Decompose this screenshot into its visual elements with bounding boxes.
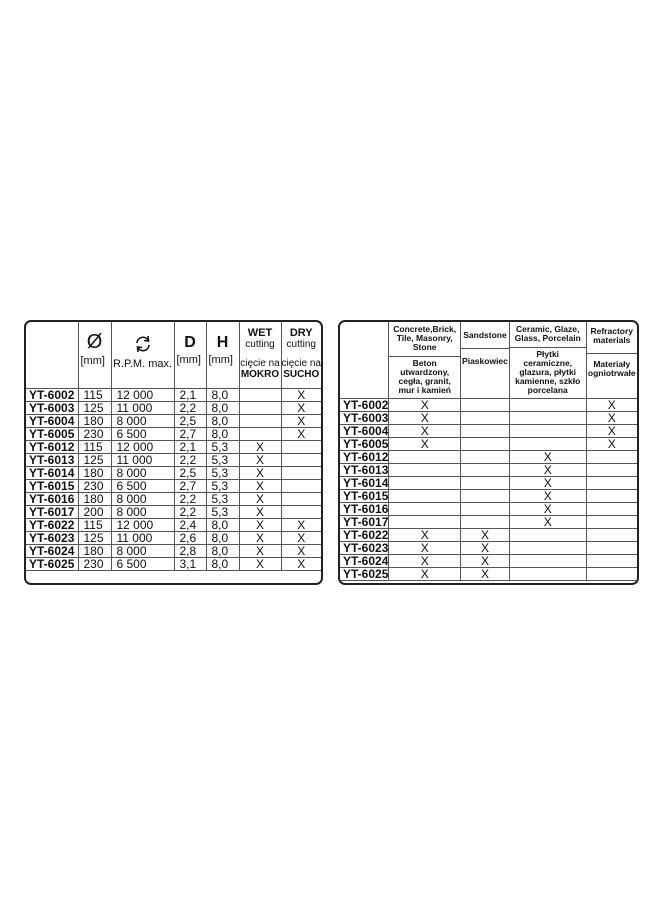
- ceramic-cell: X: [509, 477, 586, 490]
- diameter-cell: 180: [78, 544, 111, 557]
- materials-table: [340, 322, 637, 581]
- dry-cutting-cell: X: [281, 544, 321, 557]
- dry-cutting-cell: [281, 492, 321, 505]
- refractory-cell: [586, 477, 637, 490]
- rpm-cell: 6 500: [111, 479, 174, 492]
- wet-cutting-cell: X: [239, 479, 281, 492]
- sandstone-cell: [461, 464, 510, 477]
- refractory-cell: [586, 542, 637, 555]
- diameter-cell: 115: [78, 440, 111, 453]
- dry-cutting-cell: X: [281, 427, 321, 440]
- h-cell: 5,3: [206, 453, 239, 466]
- diameter-unit: [mm]: [80, 355, 105, 367]
- refractory-cell: X: [586, 412, 637, 425]
- refractory-pl-label: Materiały ogniotrwałe: [587, 359, 636, 378]
- materials-table-panel: [338, 320, 639, 585]
- concrete-cell: X: [389, 529, 461, 542]
- product-code-cell: YT-6014: [340, 477, 389, 490]
- table-row: [340, 542, 637, 555]
- h-cell: 8,0: [206, 531, 239, 544]
- table-row: [26, 544, 321, 557]
- d-cell: 2,2: [174, 492, 206, 505]
- concrete-cell: [389, 464, 461, 477]
- wet-sub: cutting: [245, 339, 275, 350]
- wet-cutting-cell: X: [239, 453, 281, 466]
- wet-cutting-cell: [239, 388, 281, 401]
- wet-cutting-cell: X: [239, 518, 281, 531]
- code-header: [340, 322, 389, 399]
- d-unit: [mm]: [176, 354, 201, 366]
- wet-cutting-cell: X: [239, 505, 281, 518]
- table-row: [340, 516, 637, 529]
- rpm-cell: 8 000: [111, 466, 174, 479]
- dry-cutting-cell: X: [281, 414, 321, 427]
- wet-pl-line2: MOKRO: [240, 369, 280, 380]
- ceramic-cell: [509, 399, 586, 412]
- product-code-cell: YT-6012: [26, 440, 78, 453]
- rpm-cell: 11 000: [111, 401, 174, 414]
- diameter-cell: 125: [78, 453, 111, 466]
- table-row: [26, 557, 321, 570]
- d-cell: 2,1: [174, 440, 206, 453]
- dry-cutting-cell: X: [281, 401, 321, 414]
- ceramic-cell: [509, 568, 586, 581]
- product-code-cell: YT-6005: [340, 438, 389, 451]
- ceramic-cell: [509, 542, 586, 555]
- wet-title: WET: [247, 327, 273, 339]
- product-code-cell: YT-6015: [26, 479, 78, 492]
- wet-header: [239, 322, 281, 388]
- sandstone-en-label: Sandstone: [463, 330, 507, 340]
- ceramic-pl-label: Płytki ceramiczne, glazura, płytki kamienne, szkło porcelana: [515, 349, 581, 395]
- dry-cutting-cell: [281, 466, 321, 479]
- diameter-cell: 180: [78, 492, 111, 505]
- refractory-cell: X: [586, 425, 637, 438]
- rpm-cell: 6 500: [111, 427, 174, 440]
- concrete-header: [389, 322, 461, 399]
- refractory-cell: [586, 464, 637, 477]
- diameter-cell: 115: [78, 388, 111, 401]
- h-cell: 8,0: [206, 388, 239, 401]
- table-row: [340, 529, 637, 542]
- rpm-cell: 11 000: [111, 453, 174, 466]
- d-cell: 2,6: [174, 531, 206, 544]
- ceramic-cell: X: [509, 451, 586, 464]
- d-cell: 2,5: [174, 466, 206, 479]
- dry-cutting-cell: X: [281, 388, 321, 401]
- concrete-cell: X: [389, 412, 461, 425]
- wet-cutting-cell: [239, 414, 281, 427]
- diameter-cell: 180: [78, 414, 111, 427]
- rpm-header: [111, 322, 174, 388]
- refractory-cell: [586, 529, 637, 542]
- sandstone-cell: [461, 477, 510, 490]
- diameter-cell: 180: [78, 466, 111, 479]
- table-row: [340, 412, 637, 425]
- product-code-cell: YT-6002: [340, 399, 389, 412]
- diameter-cell: 230: [78, 479, 111, 492]
- h-cell: 5,3: [206, 440, 239, 453]
- table-row: [26, 505, 321, 518]
- concrete-cell: [389, 503, 461, 516]
- dry-cutting-cell: [281, 479, 321, 492]
- rpm-cell: 12 000: [111, 518, 174, 531]
- h-cell: 8,0: [206, 427, 239, 440]
- refractory-cell: [586, 555, 637, 568]
- table-row: [340, 555, 637, 568]
- sandstone-cell: X: [461, 555, 510, 568]
- d-cell: 2,7: [174, 427, 206, 440]
- table-row: [340, 477, 637, 490]
- product-code-cell: YT-6004: [340, 425, 389, 438]
- sandstone-cell: X: [461, 568, 510, 581]
- diameter-cell: 115: [78, 518, 111, 531]
- dry-cutting-cell: [281, 440, 321, 453]
- wet-cutting-cell: X: [239, 544, 281, 557]
- table-row: [26, 414, 321, 427]
- sandstone-header: [461, 322, 510, 399]
- sandstone-cell: [461, 451, 510, 464]
- h-cell: 8,0: [206, 544, 239, 557]
- table-row: [26, 440, 321, 453]
- table-row: [26, 427, 321, 440]
- diameter-cell: 125: [78, 401, 111, 414]
- table-row: [340, 490, 637, 503]
- ceramic-header: [509, 322, 586, 399]
- product-code-cell: YT-6002: [26, 388, 78, 401]
- ceramic-en-label: Ceramic, Glaze, Glass, Porcelain: [514, 324, 581, 343]
- ceramic-cell: X: [509, 490, 586, 503]
- specs-table-panel: [24, 320, 323, 585]
- refractory-en-label: Refractory materials: [590, 326, 634, 345]
- refractory-cell: [586, 490, 637, 503]
- sandstone-cell: [461, 425, 510, 438]
- table-row: [340, 451, 637, 464]
- refractory-cell: [586, 568, 637, 581]
- table-row: [26, 492, 321, 505]
- product-code-cell: YT-6022: [340, 529, 389, 542]
- d-cell: 2,7: [174, 479, 206, 492]
- table-row: [26, 531, 321, 544]
- h-cell: 5,3: [206, 466, 239, 479]
- dry-cutting-cell: X: [281, 518, 321, 531]
- dry-cutting-cell: [281, 505, 321, 518]
- dry-pl-line1: cięcie na: [281, 358, 321, 369]
- rpm-cell: 8 000: [111, 544, 174, 557]
- concrete-pl-label: Beton utwardzony, cegła, granit, mur i kamień: [398, 358, 451, 395]
- product-code-cell: YT-6004: [26, 414, 78, 427]
- rpm-cell: 8 000: [111, 505, 174, 518]
- wet-cutting-cell: X: [239, 466, 281, 479]
- dry-pl-line2: SUCHO: [283, 369, 320, 380]
- table-row: [340, 438, 637, 451]
- product-code-cell: YT-6016: [26, 492, 78, 505]
- d-cell: 2,8: [174, 544, 206, 557]
- d-cell: 2,4: [174, 518, 206, 531]
- h-header: [206, 322, 239, 388]
- table-row: [26, 466, 321, 479]
- table-row: [26, 453, 321, 466]
- diameter-cell: 125: [78, 531, 111, 544]
- product-code-cell: YT-6023: [26, 531, 78, 544]
- product-code-cell: YT-6013: [340, 464, 389, 477]
- wet-cutting-cell: X: [239, 492, 281, 505]
- ceramic-cell: [509, 438, 586, 451]
- concrete-cell: X: [389, 399, 461, 412]
- table-row: [340, 399, 637, 412]
- refractory-cell: [586, 451, 637, 464]
- product-code-cell: YT-6023: [340, 542, 389, 555]
- h-cell: 5,3: [206, 492, 239, 505]
- sandstone-cell: [461, 438, 510, 451]
- d-cell: 2,2: [174, 401, 206, 414]
- product-code-cell: YT-6005: [26, 427, 78, 440]
- ceramic-cell: [509, 425, 586, 438]
- rpm-label: R.P.M. max.: [112, 358, 173, 370]
- h-cell: 8,0: [206, 414, 239, 427]
- sandstone-cell: X: [461, 529, 510, 542]
- ceramic-cell: [509, 412, 586, 425]
- dry-header: [281, 322, 321, 388]
- concrete-en-label: Concrete,Brick, Tile, Masonry, Stone: [393, 324, 457, 352]
- wet-cutting-cell: [239, 401, 281, 414]
- table-row: [340, 464, 637, 477]
- rpm-cell: 12 000: [111, 388, 174, 401]
- specs-table: [26, 322, 321, 571]
- product-code-cell: YT-6003: [26, 401, 78, 414]
- dry-cutting-cell: X: [281, 531, 321, 544]
- sandstone-cell: [461, 412, 510, 425]
- d-cell: 2,1: [174, 388, 206, 401]
- wet-cutting-cell: X: [239, 557, 281, 570]
- sandstone-cell: [461, 503, 510, 516]
- code-header: [26, 322, 78, 388]
- sandstone-cell: X: [461, 542, 510, 555]
- dry-title: DRY: [289, 327, 313, 339]
- d-header: [174, 322, 206, 388]
- diameter-cell: 230: [78, 557, 111, 570]
- d-label: D: [184, 334, 196, 351]
- sandstone-pl-label: Piaskowiec: [462, 356, 508, 366]
- product-code-cell: YT-6015: [340, 490, 389, 503]
- concrete-cell: [389, 451, 461, 464]
- h-cell: 8,0: [206, 401, 239, 414]
- refractory-cell: X: [586, 438, 637, 451]
- diameter-cell: 200: [78, 505, 111, 518]
- product-code-cell: YT-6024: [26, 544, 78, 557]
- concrete-cell: X: [389, 568, 461, 581]
- ceramic-cell: X: [509, 464, 586, 477]
- concrete-cell: X: [389, 555, 461, 568]
- product-code-cell: YT-6003: [340, 412, 389, 425]
- concrete-cell: X: [389, 425, 461, 438]
- h-cell: 5,3: [206, 505, 239, 518]
- h-cell: 8,0: [206, 518, 239, 531]
- product-code-cell: YT-6022: [26, 518, 78, 531]
- rpm-cell: 6 500: [111, 557, 174, 570]
- d-cell: 2,5: [174, 414, 206, 427]
- rpm-cell: 11 000: [111, 531, 174, 544]
- product-code-cell: YT-6017: [340, 516, 389, 529]
- wet-cutting-cell: X: [239, 531, 281, 544]
- d-cell: 2,2: [174, 453, 206, 466]
- sandstone-cell: [461, 399, 510, 412]
- diameter-header: [78, 322, 111, 388]
- wet-pl-line1: cięcie na: [240, 358, 280, 369]
- concrete-cell: X: [389, 542, 461, 555]
- table-row: [340, 503, 637, 516]
- concrete-cell: [389, 490, 461, 503]
- diameter-icon: Ø: [86, 331, 103, 353]
- table-row: [26, 401, 321, 414]
- dry-sub: cutting: [286, 339, 316, 350]
- dry-cutting-cell: [281, 453, 321, 466]
- table-row: [340, 425, 637, 438]
- rotation-arrows-icon: [112, 334, 174, 354]
- ceramic-cell: X: [509, 516, 586, 529]
- table-row: [26, 518, 321, 531]
- concrete-cell: X: [389, 438, 461, 451]
- diameter-cell: 230: [78, 427, 111, 440]
- product-code-cell: YT-6016: [340, 503, 389, 516]
- product-code-cell: YT-6017: [26, 505, 78, 518]
- h-cell: 5,3: [206, 479, 239, 492]
- product-code-cell: YT-6014: [26, 466, 78, 479]
- d-cell: 3,1: [174, 557, 206, 570]
- sandstone-cell: [461, 516, 510, 529]
- wet-cutting-cell: [239, 427, 281, 440]
- concrete-cell: [389, 516, 461, 529]
- h-unit: [mm]: [208, 354, 233, 366]
- rpm-cell: 8 000: [111, 492, 174, 505]
- product-code-cell: YT-6012: [340, 451, 389, 464]
- ceramic-cell: [509, 555, 586, 568]
- product-code-cell: YT-6024: [340, 555, 389, 568]
- h-cell: 8,0: [206, 557, 239, 570]
- concrete-cell: [389, 477, 461, 490]
- ceramic-cell: [509, 529, 586, 542]
- table-row: [26, 479, 321, 492]
- wet-cutting-cell: X: [239, 440, 281, 453]
- refractory-cell: X: [586, 399, 637, 412]
- rpm-cell: 12 000: [111, 440, 174, 453]
- dry-cutting-cell: X: [281, 557, 321, 570]
- product-code-cell: YT-6025: [26, 557, 78, 570]
- product-code-cell: YT-6025: [340, 568, 389, 581]
- refractory-header: [586, 322, 637, 399]
- table-row: [26, 388, 321, 401]
- sandstone-cell: [461, 490, 510, 503]
- table-row: [340, 568, 637, 581]
- refractory-cell: [586, 503, 637, 516]
- product-code-cell: YT-6013: [26, 453, 78, 466]
- refractory-cell: [586, 516, 637, 529]
- d-cell: 2,2: [174, 505, 206, 518]
- rpm-cell: 8 000: [111, 414, 174, 427]
- ceramic-cell: X: [509, 503, 586, 516]
- h-label: H: [216, 334, 229, 351]
